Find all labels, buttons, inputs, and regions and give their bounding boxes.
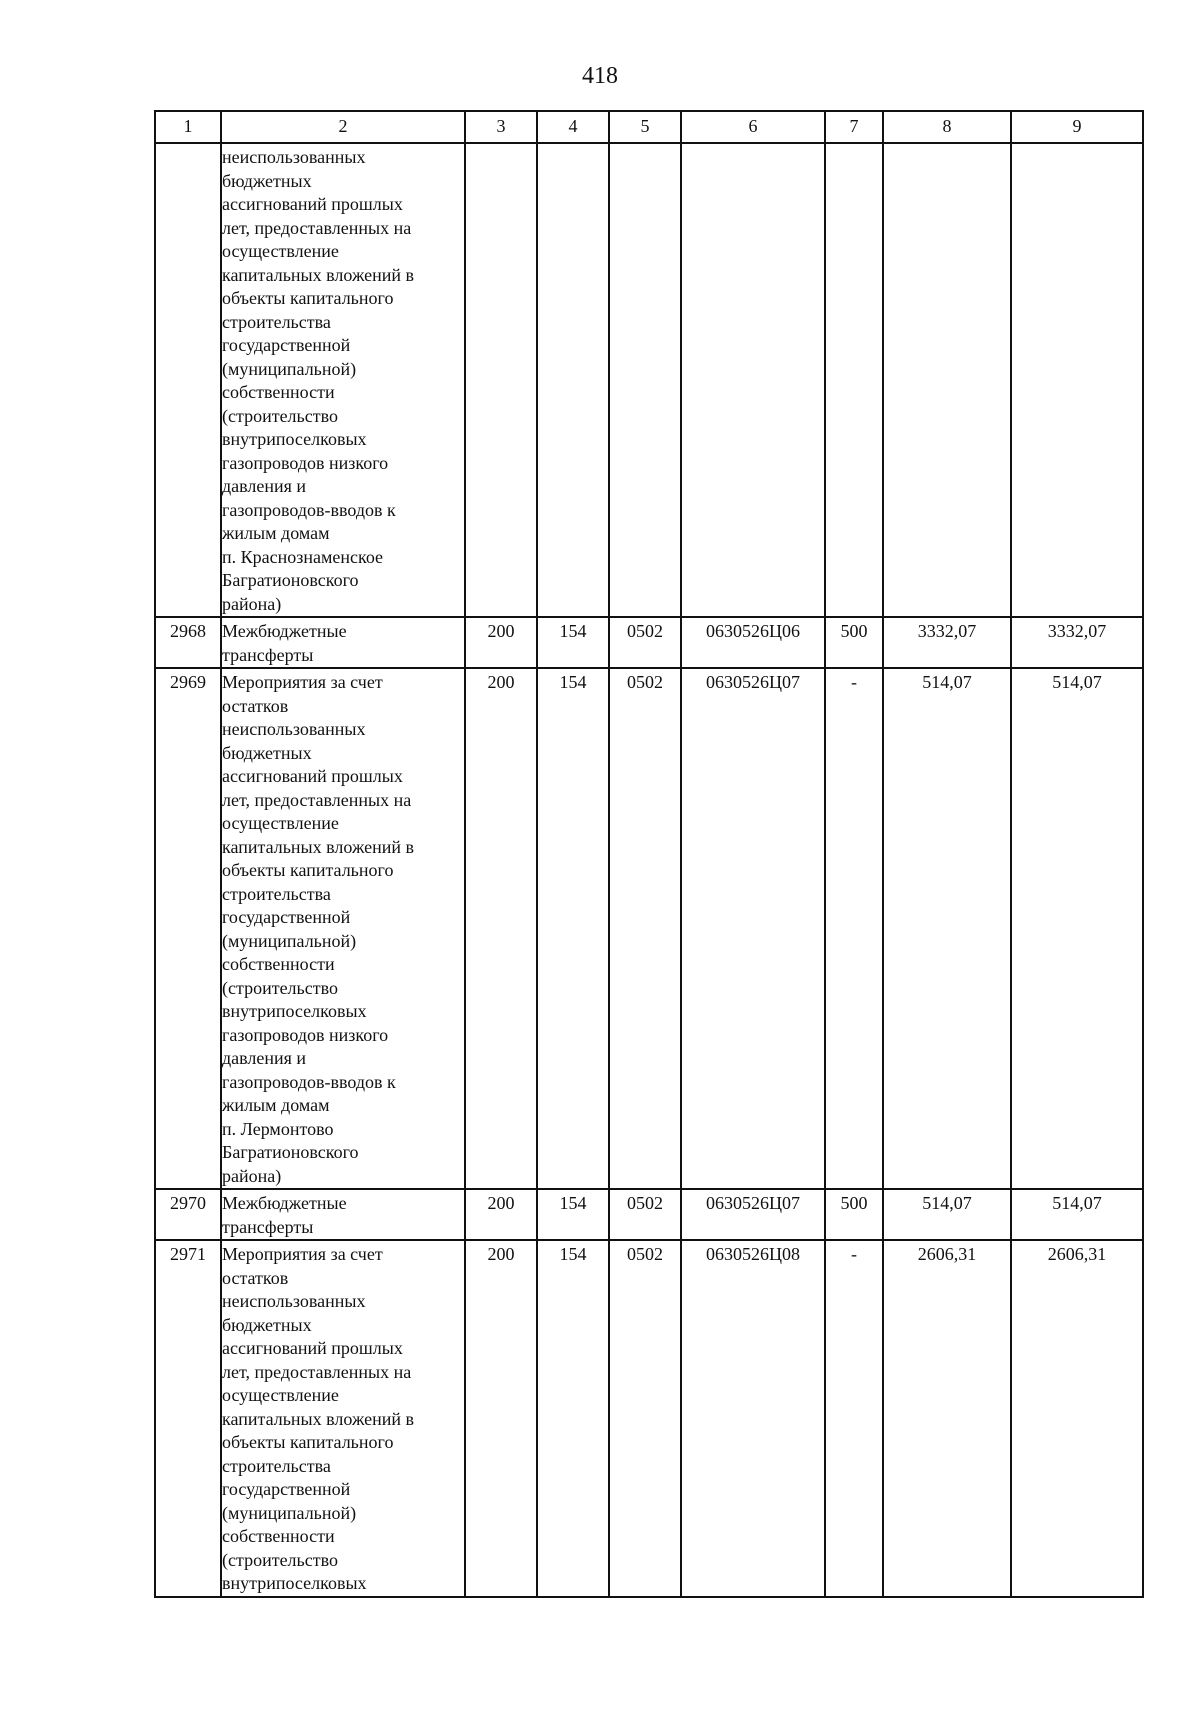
code-col5-cell bbox=[609, 143, 681, 617]
code-col4-cell bbox=[537, 143, 609, 617]
table-row bbox=[155, 617, 1143, 668]
table-row bbox=[155, 1240, 1143, 1597]
code-col3-cell: 200 bbox=[465, 617, 537, 668]
row-number-cell bbox=[155, 143, 221, 617]
code-col3-cell: 200 bbox=[465, 1240, 537, 1597]
table-header bbox=[155, 111, 1143, 143]
code-col7-cell: - bbox=[825, 1240, 883, 1597]
row-name-cell: Межбюджетные трансферты bbox=[221, 1189, 465, 1240]
row-name-cell: неиспользованных бюджетных ассигнований прошлых лет, предоставленных на осуществление капитальных вложений в объекты капитального строительства государственной (муниципальной) собственности (строительство внутрипоселковых газопроводов низкого давления и газопроводов-вводов к жилым домам п. Краснознаменское Багратионовского района) bbox=[221, 143, 465, 617]
code-col5-cell: 0502 bbox=[609, 1240, 681, 1597]
code-col6-cell: 0630526Ц06 bbox=[681, 617, 825, 668]
row-number-cell: 2968 bbox=[155, 617, 221, 668]
amount-col9-cell: 2606,31 bbox=[1011, 1240, 1143, 1597]
code-col5-cell: 0502 bbox=[609, 668, 681, 1189]
column-header-3: 3 bbox=[465, 111, 537, 143]
amount-col9-cell: 514,07 bbox=[1011, 1189, 1143, 1240]
code-col6-cell: 0630526Ц08 bbox=[681, 1240, 825, 1597]
row-number-cell: 2971 bbox=[155, 1240, 221, 1597]
table-row bbox=[155, 143, 1143, 617]
column-header-7: 7 bbox=[825, 111, 883, 143]
table-row bbox=[155, 668, 1143, 1189]
code-col4-cell: 154 bbox=[537, 1189, 609, 1240]
code-col6-cell: 0630526Ц07 bbox=[681, 668, 825, 1189]
code-col3-cell: 200 bbox=[465, 668, 537, 1189]
amount-col9-cell bbox=[1011, 143, 1143, 617]
code-col5-cell: 0502 bbox=[609, 617, 681, 668]
header-row bbox=[155, 111, 1143, 143]
amount-col8-cell: 514,07 bbox=[883, 668, 1011, 1189]
code-col4-cell: 154 bbox=[537, 1240, 609, 1597]
code-col6-cell bbox=[681, 143, 825, 617]
table-row bbox=[155, 1189, 1143, 1240]
column-header-9: 9 bbox=[1011, 111, 1143, 143]
column-header-5: 5 bbox=[609, 111, 681, 143]
amount-col8-cell: 514,07 bbox=[883, 1189, 1011, 1240]
code-col7-cell: 500 bbox=[825, 1189, 883, 1240]
code-col7-cell: 500 bbox=[825, 617, 883, 668]
code-col3-cell: 200 bbox=[465, 1189, 537, 1240]
column-header-4: 4 bbox=[537, 111, 609, 143]
code-col6-cell: 0630526Ц07 bbox=[681, 1189, 825, 1240]
row-number-cell: 2970 bbox=[155, 1189, 221, 1240]
code-col5-cell: 0502 bbox=[609, 1189, 681, 1240]
code-col4-cell: 154 bbox=[537, 617, 609, 668]
table-body bbox=[155, 143, 1143, 1597]
amount-col8-cell: 3332,07 bbox=[883, 617, 1011, 668]
code-col4-cell: 154 bbox=[537, 668, 609, 1189]
code-col7-cell: - bbox=[825, 668, 883, 1189]
column-header-8: 8 bbox=[883, 111, 1011, 143]
amount-col9-cell: 514,07 bbox=[1011, 668, 1143, 1189]
budget-table bbox=[154, 110, 1144, 1598]
code-col3-cell bbox=[465, 143, 537, 617]
row-number-cell: 2969 bbox=[155, 668, 221, 1189]
amount-col8-cell bbox=[883, 143, 1011, 617]
column-header-2: 2 bbox=[221, 111, 465, 143]
column-header-1: 1 bbox=[155, 111, 221, 143]
row-name-cell: Межбюджетные трансферты bbox=[221, 617, 465, 668]
amount-col9-cell: 3332,07 bbox=[1011, 617, 1143, 668]
row-name-cell: Мероприятия за счет остатков неиспользованных бюджетных ассигнований прошлых лет, предоставленных на осуществление капитальных вложений в объекты капитального строительства государственной (муниципальной) собственности (строительство внутрипоселковых газопроводов низкого давления и газопроводов-вводов к жилым домам п. Лермонтово Багратионовского района) bbox=[221, 668, 465, 1189]
row-name-cell: Мероприятия за счет остатков неиспользованных бюджетных ассигнований прошлых лет, предоставленных на осуществление капитальных вложений в объекты капитального строительства государственной (муниципальной) собственности (строительство внутрипоселковых bbox=[221, 1240, 465, 1597]
column-header-6: 6 bbox=[681, 111, 825, 143]
page-number: 418 bbox=[582, 63, 618, 89]
code-col7-cell bbox=[825, 143, 883, 617]
amount-col8-cell: 2606,31 bbox=[883, 1240, 1011, 1597]
